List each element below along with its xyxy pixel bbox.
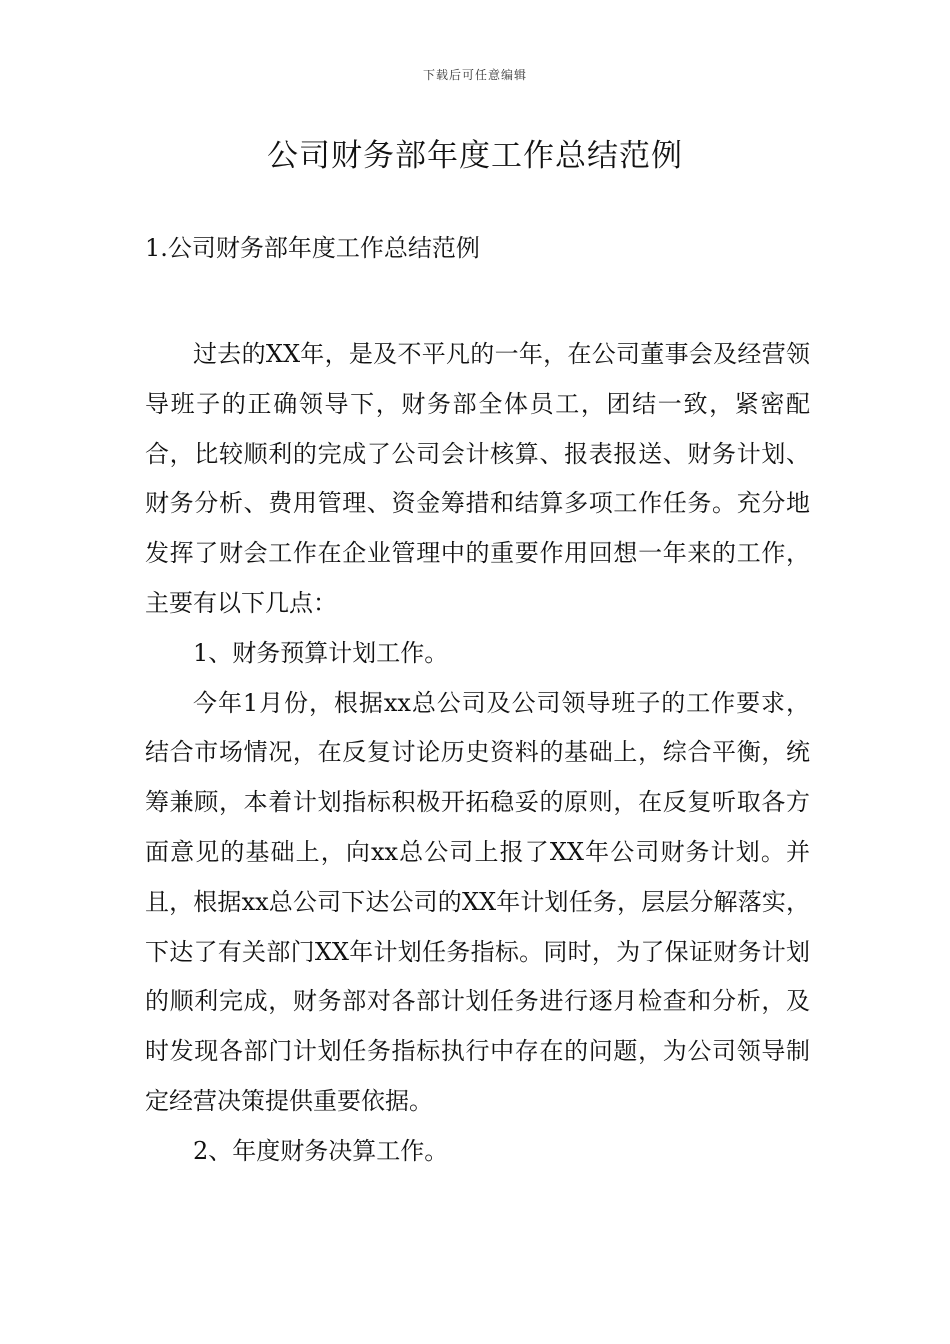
section-heading: 1.公司财务部年度工作总结范例: [145, 234, 480, 262]
body-text: [145, 330, 810, 1177]
paragraph-intro: 过去的XX年，是及不平凡的一年，在公司董事会及经营领导班子的正确领导下，财务部全体员工，团结一致，紧密配合，比较顺利的完成了公司会计核算、报表报送、财务计划、财务分析、费用管理、资金筹措和结算多项工作任务。充分地发挥了财会工作在企业管理中的重要作用回想一年来的工作，主要有以下几点：: [145, 340, 810, 617]
paragraph-budget-plan: 今年1月份，根据xx总公司及公司领导班子的工作要求，结合市场情况，在反复讨论历史资料的基础上，综合平衡，统筹兼顾，本着计划指标积极开拓稳妥的原则，在反复听取各方面意见的基础上，向xx总公司上报了XX年公司财务计划。并且，根据xx总公司下达公司的XX年计划任务，层层分解落实，下达了有关部门XX年计划任务指标。同时，为了保证财务计划的顺利完成，财务部对各部计划任务进行逐月检查和分析，及时发现各部门计划任务指标执行中存在的问题，为公司领导制定经营决策提供重要依据。: [145, 688, 810, 1115]
paragraph-item-2-heading: 2、年度财务决算工作。: [193, 1136, 449, 1165]
paragraph-item-1-heading: 1、财务预算计划工作。: [193, 638, 449, 667]
document-title: 公司财务部年度工作总结范例: [267, 138, 683, 174]
header-note: 下载后可任意编辑: [422, 68, 527, 82]
